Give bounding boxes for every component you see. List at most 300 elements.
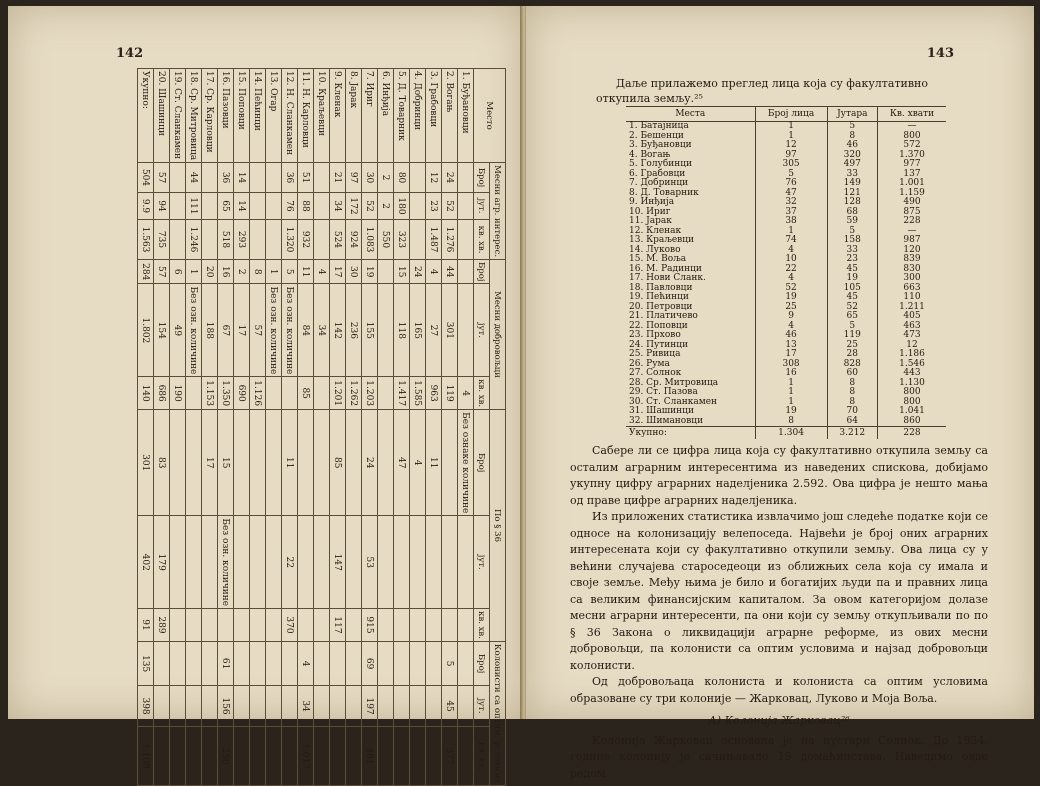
- value-cell: [378, 284, 394, 377]
- value-cell: [410, 220, 426, 260]
- value-cell: 32: [755, 198, 827, 208]
- value-cell: [266, 516, 282, 609]
- value-cell: 1.041: [877, 407, 946, 417]
- value-cell: Без озн. количине: [218, 516, 234, 609]
- total-cell: 284: [138, 260, 154, 284]
- value-cell: 147: [330, 516, 346, 609]
- value-cell: 987: [877, 236, 946, 246]
- value-cell: 481: [362, 726, 378, 786]
- total-label: Укупно:: [138, 69, 154, 163]
- col-kv-hvati: Кв. хвати: [877, 107, 946, 122]
- value-cell: 4: [755, 274, 827, 284]
- table-row: [170, 69, 186, 786]
- value-cell: 22: [755, 265, 827, 275]
- table-row: [154, 69, 170, 786]
- table-row: [626, 417, 946, 427]
- value-cell: [170, 726, 186, 786]
- value-cell: [250, 726, 266, 786]
- value-cell: [410, 686, 426, 726]
- value-cell: [298, 410, 314, 516]
- value-cell: 68: [827, 208, 877, 218]
- place-cell: 32. Шимановци: [629, 415, 704, 426]
- value-cell: 21: [330, 163, 346, 193]
- value-cell: 19: [362, 260, 378, 284]
- value-cell: 1.585: [410, 377, 426, 410]
- value-cell: 34: [330, 192, 346, 219]
- value-cell: 15: [394, 260, 410, 284]
- value-cell: 1.130: [877, 379, 946, 389]
- value-cell: 323: [394, 220, 410, 260]
- value-cell: 10: [755, 255, 827, 265]
- value-cell: [186, 686, 202, 726]
- value-cell: [250, 163, 266, 193]
- land-buyers-table-body: [626, 122, 946, 439]
- value-cell: [458, 192, 474, 219]
- table-row: [458, 69, 474, 786]
- value-cell: 14: [234, 192, 250, 219]
- paragraph: Сабере ли се цифра лица која су факултативно откупила земљу са осталим аграрним интересентима из наведених спискова, добијамо укупну цифру аграрних наделјеника 2.592. Ова цифра је нешто мања од праве цифре аграрних наделјеника.: [570, 444, 988, 507]
- value-cell: [170, 163, 186, 193]
- sub-jut: јут.: [474, 686, 490, 726]
- table-row: [282, 69, 298, 786]
- value-cell: 2: [378, 163, 394, 193]
- total-cell: 1.802: [138, 284, 154, 377]
- value-cell: 9: [755, 312, 827, 322]
- value-cell: [298, 609, 314, 642]
- value-cell: 19: [755, 407, 827, 417]
- value-cell: [426, 516, 442, 609]
- value-cell: 8: [827, 398, 877, 408]
- value-cell: 320: [827, 151, 877, 161]
- value-cell: [378, 609, 394, 642]
- value-cell: 34: [298, 686, 314, 726]
- value-cell: 5: [827, 322, 877, 332]
- total-cell: 140: [138, 377, 154, 410]
- value-cell: 301: [442, 284, 458, 377]
- value-cell: 83: [154, 410, 170, 516]
- value-cell: 1.001: [877, 179, 946, 189]
- value-cell: [378, 377, 394, 410]
- value-cell: 473: [877, 331, 946, 341]
- value-cell: [250, 516, 266, 609]
- total-cell: 1.304: [755, 427, 827, 439]
- place-cell: 14. Пећинци: [250, 69, 266, 163]
- value-cell: 11: [298, 260, 314, 284]
- value-cell: 12: [426, 163, 442, 193]
- value-cell: 4: [410, 410, 426, 516]
- value-cell: 4: [426, 260, 442, 284]
- value-cell: 76: [755, 179, 827, 189]
- place-cell: 4. Вогањ: [629, 149, 671, 160]
- total-cell: 3.212: [827, 427, 877, 439]
- value-cell: 117: [330, 609, 346, 642]
- sub-broj: Број: [474, 641, 490, 685]
- value-cell: [314, 641, 330, 685]
- value-cell: 1.211: [877, 303, 946, 313]
- value-cell: 1.262: [346, 377, 362, 410]
- value-cell: 1.083: [362, 220, 378, 260]
- value-cell: [170, 516, 186, 609]
- value-cell: 5: [827, 122, 877, 132]
- place-cell: 18. Павловци: [629, 282, 693, 293]
- value-cell: 74: [755, 236, 827, 246]
- value-cell: [458, 726, 474, 786]
- value-cell: 149: [827, 179, 877, 189]
- value-cell: 308: [755, 360, 827, 370]
- value-cell: [266, 641, 282, 685]
- value-cell: 64: [827, 417, 877, 427]
- value-cell: [202, 163, 218, 193]
- value-cell: 1: [755, 122, 827, 132]
- table-header-row: [490, 69, 506, 786]
- place-cell: 12. Кленак: [629, 225, 682, 236]
- land-buyers-table: [626, 106, 946, 439]
- value-cell: 33: [827, 170, 877, 180]
- value-cell: [410, 192, 426, 219]
- value-cell: 65: [827, 312, 877, 322]
- value-cell: [314, 686, 330, 726]
- value-cell: [234, 609, 250, 642]
- value-cell: —: [877, 227, 946, 237]
- value-cell: 17: [234, 284, 250, 377]
- value-cell: 128: [827, 198, 877, 208]
- value-cell: 119: [442, 377, 458, 410]
- value-cell: [394, 686, 410, 726]
- value-cell: 1: [755, 398, 827, 408]
- value-cell: [394, 609, 410, 642]
- place-cell: 17. Ср. Карловци: [202, 69, 218, 163]
- value-cell: [458, 220, 474, 260]
- value-cell: [394, 726, 410, 786]
- place-cell: 23. Прхово: [629, 330, 681, 340]
- place-cell: 19. Пећинци: [629, 292, 689, 302]
- value-cell: 11: [426, 410, 442, 516]
- value-cell: 197: [362, 686, 378, 726]
- sub-broj: Број: [474, 260, 490, 284]
- value-cell: 250: [218, 726, 234, 786]
- value-cell: [378, 410, 394, 516]
- value-cell: [394, 516, 410, 609]
- value-cell: 800: [877, 132, 946, 142]
- value-cell: 800: [877, 398, 946, 408]
- value-cell: [442, 516, 458, 609]
- value-cell: [330, 641, 346, 685]
- value-cell: 137: [877, 170, 946, 180]
- value-cell: [234, 641, 250, 685]
- value-cell: [250, 192, 266, 219]
- total-cell: 91: [138, 609, 154, 642]
- place-cell: 9. Кленак: [330, 69, 346, 163]
- value-cell: [202, 220, 218, 260]
- value-cell: 1: [266, 260, 282, 284]
- value-cell: [234, 516, 250, 609]
- value-cell: 45: [827, 265, 877, 275]
- value-cell: [170, 220, 186, 260]
- value-cell: [410, 609, 426, 642]
- table-row: [234, 69, 250, 786]
- value-cell: [282, 726, 298, 786]
- value-cell: 1.246: [186, 220, 202, 260]
- value-cell: [202, 516, 218, 609]
- paragraph: Колонија Жарковац основана је на пустари Солнок. До 1934. године колонију је сачињавало 19 домаћинстава. Наведимо овде редом: [570, 733, 988, 780]
- table-row: [202, 69, 218, 786]
- place-cell: 25. Ривица: [629, 349, 681, 359]
- value-cell: [170, 641, 186, 685]
- sub-jut: јут.: [474, 516, 490, 609]
- value-cell: 518: [218, 220, 234, 260]
- value-cell: [250, 641, 266, 685]
- place-cell: 6. Инђија: [378, 69, 394, 163]
- place-cell: 12. Н. Сланкамен: [282, 69, 298, 163]
- place-cell: 21. Платичево: [629, 311, 698, 321]
- col-par36: По § 36: [490, 410, 506, 642]
- total-cell: 504: [138, 163, 154, 193]
- value-cell: 172: [346, 192, 362, 219]
- value-cell: 11: [282, 410, 298, 516]
- value-cell: [346, 609, 362, 642]
- value-cell: [154, 641, 170, 685]
- value-cell: 60: [827, 369, 877, 379]
- value-cell: [346, 726, 362, 786]
- value-cell: 111: [186, 192, 202, 219]
- value-cell: 20: [202, 260, 218, 284]
- value-cell: 1.126: [250, 377, 266, 410]
- value-cell: 44: [186, 163, 202, 193]
- value-cell: 1: [755, 227, 827, 237]
- value-cell: [314, 163, 330, 193]
- value-cell: 1.276: [442, 220, 458, 260]
- total-cell: 135: [138, 641, 154, 685]
- place-cell: 3. Буђановци: [629, 140, 692, 150]
- value-cell: Без озн. количине: [282, 284, 298, 377]
- value-cell: [186, 609, 202, 642]
- value-cell: 45: [442, 686, 458, 726]
- total-cell: 301: [138, 410, 154, 516]
- value-cell: 1.201: [330, 377, 346, 410]
- value-cell: 828: [827, 360, 877, 370]
- value-cell: 228: [877, 217, 946, 227]
- value-cell: [282, 641, 298, 685]
- value-cell: [426, 726, 442, 786]
- place-cell: 27. Солнок: [629, 368, 682, 378]
- place-cell: 29. Ст. Пазова: [629, 387, 698, 397]
- place-cell: 4. Добринци: [410, 69, 426, 163]
- value-cell: 800: [877, 388, 946, 398]
- value-cell: [234, 686, 250, 726]
- value-cell: 156: [218, 686, 234, 726]
- value-cell: 8: [755, 417, 827, 427]
- value-cell: [378, 726, 394, 786]
- col-broj-lica: Број лица: [755, 107, 827, 122]
- value-cell: [202, 192, 218, 219]
- sub-broj: Број: [474, 163, 490, 193]
- value-cell: [186, 641, 202, 685]
- place-cell: 3. Грабовци: [426, 69, 442, 163]
- value-cell: 1.370: [877, 151, 946, 161]
- table-row: [442, 69, 458, 786]
- table-row: [426, 69, 442, 786]
- place-cell: 2. Бешенци: [629, 130, 684, 141]
- value-cell: 24: [362, 410, 378, 516]
- value-cell: [378, 260, 394, 284]
- paragraph: Од добровољаца колониста и колониста са оптим условима образоване су три колоније — Жарковац, Луково и Моја Воља.: [570, 675, 988, 705]
- value-cell: [314, 516, 330, 609]
- value-cell: [234, 410, 250, 516]
- value-cell: 52: [755, 284, 827, 294]
- value-cell: 2: [234, 260, 250, 284]
- value-cell: 875: [877, 208, 946, 218]
- value-cell: [410, 516, 426, 609]
- value-cell: 8: [827, 132, 877, 142]
- value-cell: 94: [154, 192, 170, 219]
- sub-jut: јут.: [474, 284, 490, 377]
- value-cell: 1.159: [877, 189, 946, 199]
- value-cell: [202, 641, 218, 685]
- place-cell: 5. Д. Товарник: [394, 69, 410, 163]
- col-jutara: Јутара: [827, 107, 877, 122]
- value-cell: [266, 220, 282, 260]
- value-cell: [186, 516, 202, 609]
- value-cell: 1: [186, 260, 202, 284]
- value-cell: [330, 726, 346, 786]
- value-cell: [314, 377, 330, 410]
- value-cell: 17: [755, 350, 827, 360]
- value-cell: 165: [410, 284, 426, 377]
- table-row: [298, 69, 314, 786]
- place-cell: 22. Поповци: [629, 320, 688, 331]
- sub-kv: кв. хв.: [474, 220, 490, 260]
- value-cell: 53: [362, 516, 378, 609]
- value-cell: 70: [827, 407, 877, 417]
- value-cell: 27: [426, 284, 442, 377]
- value-cell: 45: [827, 293, 877, 303]
- value-cell: Без ознаке количине: [458, 410, 474, 516]
- value-cell: 57: [154, 260, 170, 284]
- place-cell: 30. Ст. Сланкамен: [629, 396, 718, 407]
- value-cell: 30: [346, 260, 362, 284]
- value-cell: 8: [250, 260, 266, 284]
- value-cell: [410, 726, 426, 786]
- colonists-table-body: [138, 69, 474, 786]
- place-cell: 9. Инђија: [629, 197, 675, 207]
- value-cell: 289: [154, 609, 170, 642]
- place-cell: 7. Ириг: [362, 69, 378, 163]
- place-cell: 15. М. Воља: [629, 254, 687, 264]
- value-cell: 65: [218, 192, 234, 219]
- value-cell: [266, 410, 282, 516]
- total-row: [626, 427, 946, 439]
- place-cell: 16. М. Радинци: [629, 263, 702, 274]
- value-cell: 550: [378, 220, 394, 260]
- value-cell: [266, 192, 282, 219]
- value-cell: 300: [877, 274, 946, 284]
- value-cell: 46: [755, 331, 827, 341]
- page-number-left: 142: [116, 46, 144, 61]
- value-cell: 34: [314, 284, 330, 377]
- total-row: [138, 69, 154, 786]
- value-cell: 80: [394, 163, 410, 193]
- table-row: [250, 69, 266, 786]
- value-cell: Без озн. количине: [186, 284, 202, 377]
- value-cell: 23: [426, 192, 442, 219]
- place-cell: 15. Поповци: [234, 69, 250, 163]
- value-cell: [266, 377, 282, 410]
- total-label: Укупно:: [626, 427, 755, 439]
- value-cell: 57: [250, 284, 266, 377]
- value-cell: 61: [218, 641, 234, 685]
- place-cell: 16. Пазовци: [218, 69, 234, 163]
- value-cell: 1.546: [877, 360, 946, 370]
- value-cell: [458, 609, 474, 642]
- value-cell: 1: [755, 132, 827, 142]
- value-cell: 84: [298, 284, 314, 377]
- value-cell: 28: [827, 350, 877, 360]
- value-cell: 1.017: [298, 726, 314, 786]
- value-cell: 118: [394, 284, 410, 377]
- value-cell: 305: [755, 160, 827, 170]
- value-cell: [202, 726, 218, 786]
- sub-kv: кв. хв.: [474, 726, 490, 786]
- value-cell: [154, 726, 170, 786]
- value-cell: 236: [346, 284, 362, 377]
- total-cell: 402: [138, 516, 154, 609]
- col-mesta: Места: [626, 107, 755, 122]
- value-cell: 49: [170, 284, 186, 377]
- sub-jut: јут.: [474, 192, 490, 219]
- value-cell: 4: [314, 260, 330, 284]
- value-cell: [314, 220, 330, 260]
- value-cell: [186, 726, 202, 786]
- value-cell: [170, 410, 186, 516]
- value-cell: 180: [394, 192, 410, 219]
- value-cell: 52: [442, 192, 458, 219]
- value-cell: [426, 641, 442, 685]
- table-row: [186, 69, 202, 786]
- value-cell: 105: [827, 284, 877, 294]
- value-cell: 19: [827, 274, 877, 284]
- value-cell: 17: [202, 410, 218, 516]
- value-cell: 463: [877, 322, 946, 332]
- value-cell: 16: [218, 260, 234, 284]
- value-cell: 24: [442, 163, 458, 193]
- col-mesni-dob: Месни добровољци: [490, 260, 506, 410]
- value-cell: 69: [362, 641, 378, 685]
- place-cell: 31. Шашинци: [629, 406, 694, 416]
- value-cell: 38: [755, 217, 827, 227]
- colonists-table: [137, 68, 506, 786]
- value-cell: 52: [827, 303, 877, 313]
- value-cell: 5: [827, 227, 877, 237]
- sub-kv: кв. хв.: [474, 609, 490, 642]
- value-cell: 30: [362, 163, 378, 193]
- value-cell: 14: [234, 163, 250, 193]
- table-row: [626, 122, 946, 132]
- sub-broj: Број: [474, 410, 490, 516]
- table-row: [218, 69, 234, 786]
- value-cell: [378, 686, 394, 726]
- place-cell: 8. Д. Товарник: [629, 187, 699, 198]
- value-cell: 1.350: [218, 377, 234, 410]
- col-mesni-agr: Месни агр. интерес.: [490, 163, 506, 260]
- place-cell: 13. Краљевци: [629, 235, 695, 245]
- place-cell: 11. Јарак: [629, 216, 672, 226]
- place-cell: 7. Добринци: [629, 178, 689, 188]
- total-cell: 398: [138, 686, 154, 726]
- value-cell: 47: [394, 410, 410, 516]
- table-row: [394, 69, 410, 786]
- value-cell: 188: [202, 284, 218, 377]
- value-cell: [186, 377, 202, 410]
